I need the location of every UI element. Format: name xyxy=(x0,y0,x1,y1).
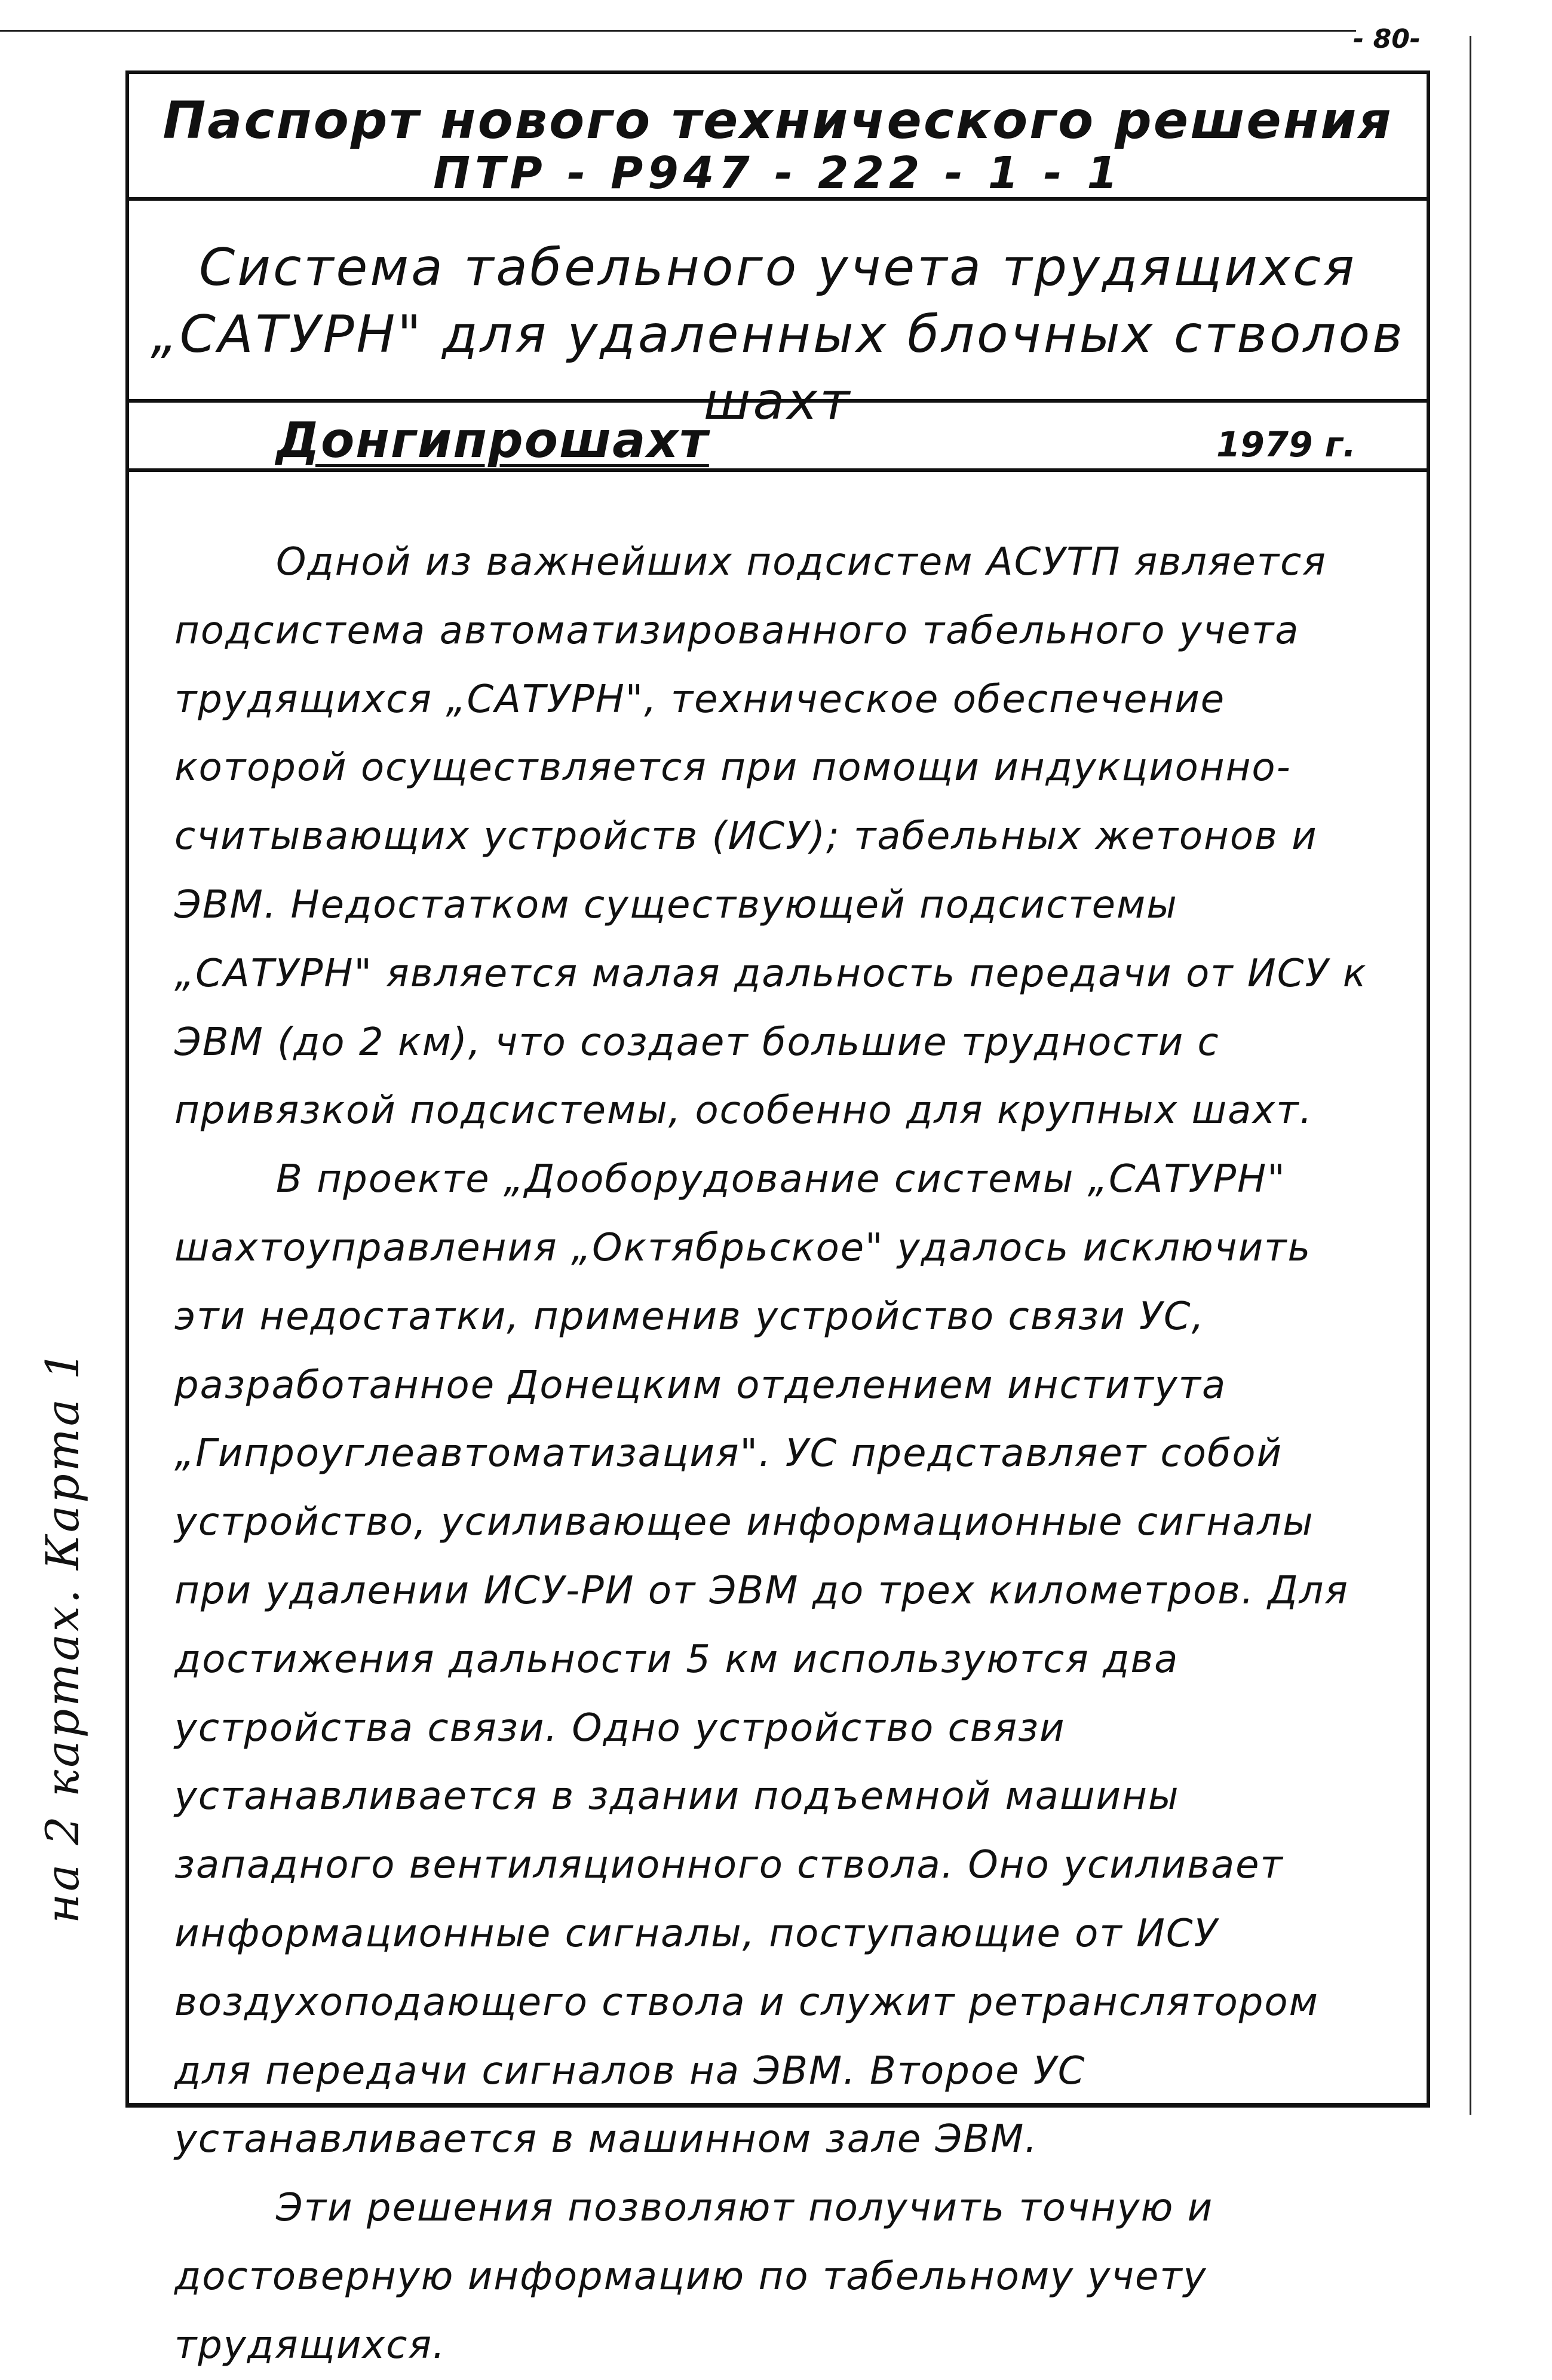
paragraph-2: В проекте „Дооборудование системы „САТУРН" шахтоуправления „Октябрьское" удалось исключить эти недостатки, применив устройство связи УС, разработанное Донецким отделением института „Гипроуглеавтоматизация". УС представляет собой устройство, усиливающее информационные сигналы при удалении ИСУ-РИ от ЭВМ до трех километров. Для достижения дальности 5 км используются два устройства связи. Одно устройство связи устанавливается в здании подъемной машины западного вентиляционного ствола. Оно усиливает информационные сигналы, поступающие от ИСУ воздухоподающего ствола и служит ретранслятором для передачи сигналов на ЭВМ. Второе УС устанавливается в машинном зале ЭВМ. xyxy=(174,1157,1349,2162)
description-text xyxy=(174,528,1387,2380)
organization-cell xyxy=(129,403,1427,472)
organization-name: Донгипрошахт xyxy=(276,412,709,469)
subject-cell xyxy=(129,201,1427,431)
subject-line-1: Система табельного учета трудящихся xyxy=(199,238,1357,298)
page-number: - 80- xyxy=(1353,24,1421,54)
document-code: ПТР - Р947 - 222 - 1 - 1 xyxy=(433,148,1122,199)
margin-note: на 2 картах. Карта 1 xyxy=(36,1348,89,1924)
right-margin-rule xyxy=(1470,36,1471,2115)
paragraph-1: Одной из важнейших подсистем АСУТП является подсистема автоматизированного табельного учета трудящихся „САТУРН", техническое обеспечение которой осуществляется при помощи индукционно-считывающих устройств (ИСУ); табельных жетонов и ЭВМ. Недостатком существующей подсистемы „САТУРН" является малая дальность передачи от ИСУ к ЭВМ (до 2 км), что создает большие трудности с привязкой подсистемы, особенно для крупных шахт. xyxy=(174,540,1367,1133)
organization-year: 1979 г. xyxy=(1216,424,1356,465)
paragraph-3: Эти решения позволяют получить точную и достоверную информацию по табельному учету трудящихся. xyxy=(174,2186,1214,2367)
top-rule xyxy=(0,30,1356,32)
document-title: Паспорт нового технического решения xyxy=(162,91,1393,151)
bottom-rule xyxy=(125,2103,1430,2105)
subject-line-2: „САТУРН" для удаленных блочных стволов шахт xyxy=(151,305,1405,431)
passport-frame xyxy=(125,70,1430,2367)
subject-block xyxy=(129,201,1427,435)
title-cell xyxy=(129,74,1427,201)
